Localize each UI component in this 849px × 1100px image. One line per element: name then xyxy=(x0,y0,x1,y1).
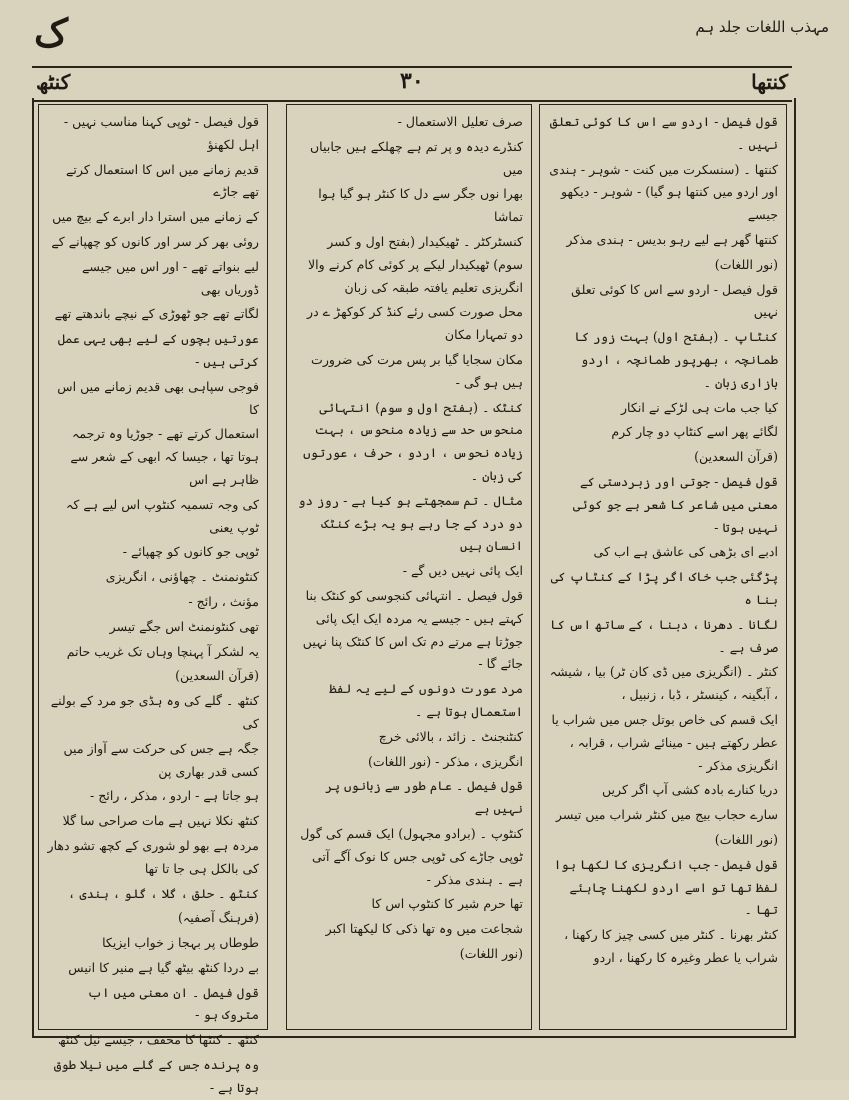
column-right xyxy=(539,104,787,1030)
entry-line: وہ پرندہ جس کے گلے میں نیلا طوق ہوتا ہے - xyxy=(53,1057,259,1095)
entry-line: ٹوپی جو کانوں کو چھپائے - xyxy=(122,544,259,560)
entry-line: قول فیصل - اردو سے اس کا کوئی تعلق نہیں ۔ xyxy=(549,114,778,152)
entry-line: (فرہنگ آصفیہ) xyxy=(178,910,259,926)
entry-line: تھا حرم شیر کا کنٹوپ اس کا xyxy=(371,896,523,912)
entry-line: دریا کنارے بادہ کشی آپ اگر کریں xyxy=(601,782,778,798)
entry-line: استعمال کرتے تھے - جوڑیا وہ ترجمہ ہوتا تھا ، جیسا کہ ابھی کے شعر سے ظاہر ہے اس xyxy=(70,426,259,487)
entry-line: (نور اللغات) xyxy=(714,256,778,272)
entry-line: جگہ ہے جس کی حرکت سے آواز میں کسی قدر بھاری پن xyxy=(63,740,259,779)
entry-line: قول فیصل ۔ انتہائی کنجوسی کو کنٹک بنا کہتے ہیں - جیسے یہ مردہ ایک ایک پائی جوڑتا ہے مرتے دم تک اس کا کنٹک پنا نہیں جائے گا - xyxy=(302,587,523,672)
entry-line: کنٹنجنٹ ۔ زائد ، بالائی خرچ xyxy=(378,728,523,744)
entry-line: لگاتے تھے جو ٹھوڑی کے نیچے باندھتے تھے xyxy=(54,306,259,322)
entry-line: مکان سجایا گیا بر پس مرت کی ضرورت ہیں ہو گی - xyxy=(310,351,523,390)
entry-line: کے زمانے میں استرا دار ابرے کے بیچ میں xyxy=(52,209,259,225)
entry-line: لیے بنواتے تھے - اور اس میں جیسے ڈوریاں بھی xyxy=(81,258,259,297)
entry-line: طوطاں پر بہجا ز خواب ایزیکا xyxy=(102,935,259,951)
entry-line: قول فیصل ۔ ان معنی میں اب متروک ہو - xyxy=(87,984,259,1023)
header-right-word: کنتھا xyxy=(751,70,788,94)
page-number: ۳۰ xyxy=(400,68,424,94)
entry-line: محل صورت کسی رئے کنڈ کر کوکھڑ ے در دو تمہارا مکان xyxy=(307,304,523,343)
entry-line: فوجی سپاہی بھی قدیم زمانے میں اس کا xyxy=(57,378,259,417)
entry-line: کنڈرے دیدہ و پر تم ہے چھلکے ہیں جابیاں میں xyxy=(309,138,523,177)
entry-line: ایک قسم کی خاص بوتل جس میں شراب یا عطر رکھتے ہیں - مینائے شراب ، قرابہ ، انگریزی مذکر - xyxy=(551,711,778,773)
entry-line: کنٹاپ ۔ (بفتح اول) بہت زور کا طمانچہ ، بھرپور طمانچہ ، اردو بازاری زبان ۔ xyxy=(574,329,778,390)
entry-line: قول فیصل - اردو سے اس کا کوئی تعلق نہیں xyxy=(571,281,778,320)
header-left-word: کنٹھ xyxy=(36,70,71,94)
entry-line: کی وجہ تسمیہ کنٹوپ اس لیے ہے کہ ٹوپ یعنی xyxy=(66,496,259,535)
entry-line: یہ لشکر آ پہنچا وہاں تک غریب حاتم xyxy=(66,643,259,659)
entry-line: بھرا نوں جگر سے دل کا کنٹر ہو گیا ہوا تماشا xyxy=(318,186,523,225)
entry-line: انگریزی ، مذکر - (نور اللغات) xyxy=(367,753,523,769)
entry-line: ادبے ای بڑھی کی عاشق ہے اب کی xyxy=(593,544,778,560)
entry-line: مرد عورت دونوں کے لیے یہ لفظ استعمال ہوتا ہے ۔ xyxy=(329,681,523,719)
entry-line: عورتیں بچوں کے لیے بھی یہی عمل کرتی ہیں - xyxy=(57,331,259,369)
entry-line: سارے حجاب بیج میں کنٹر شراب میں تیسر xyxy=(555,807,778,823)
entry-line: ایک پائی نہیں دیں گے - xyxy=(402,563,523,579)
page-header-band xyxy=(32,66,792,102)
entry-line: کنٹوپ ۔ (برادو مجہول) ایک قسم کی گول ٹوپی جاڑے کی ٹوپی جس کا نوک آگے آتی ہے ۔ ہندی مذکر - xyxy=(300,825,523,887)
entry-line: کنٹھ ۔ کنٹھا کا مخفف ، جیسے نیل کنٹھ xyxy=(58,1032,259,1048)
entry-line: لگانا ۔ دھرنا ، دبنا ، کے ساتھ اس کا صرف ہے ۔ xyxy=(550,616,778,655)
entry-line: شجاعت میں وہ تھا ذکی کا لیکھتا اکبر xyxy=(325,921,523,937)
entry-line: کیا جب مات ہی لڑکے نے انکار xyxy=(620,399,778,415)
entry-line: کنٹک ۔ (بفتح اول و سوم) انتہائی منحوس حد سے زیادہ منحوس ، بہت زیادہ نحوس ، اردو ، حرف ، عورتوں کی زبان ۔ xyxy=(303,399,523,483)
entry-line: قول فیصل ۔ عام طور سے زبانوں پر نہیں ہے xyxy=(325,778,523,817)
entry-line: کنٹونمنٹ ۔ چھاؤنی ، انگریزی xyxy=(105,569,259,585)
entry-line: روئی بھر کر سر اور کانوں کو چھپانے کے xyxy=(51,233,259,249)
entry-line: پڑگئی جب خاک اگر پڑا کے کنٹاپ کی بنا ہ xyxy=(550,569,778,607)
entry-line: قول فیصل - ٹوپی کہنا مناسب نہیں - اہل لکھنؤ xyxy=(63,114,259,152)
entry-line: مؤنث ، رائج - xyxy=(188,593,259,609)
entry-line: (قرآن السعدین) xyxy=(694,449,778,465)
entry-line: مثال ۔ تم سمجھتے ہو کیا ہے - روز دو دو درد کے جا رہے ہو یہ بڑے کنٹک انسان ہیں xyxy=(298,492,523,554)
entry-line: مردہ ہے بھو لو شوری کے کچھ تشو دھار کی بالکل ہی جا تا تھا xyxy=(47,837,259,876)
running-header-title: مہذب اللغات جلد ہم xyxy=(695,18,829,36)
entry-line: صرف تعلیل الاستعمال - xyxy=(397,114,523,129)
column-left xyxy=(38,104,268,1095)
entry-line: کنتھا ۔ (سنسکرت میں کنت - شوہر - ہندی اور اردو میں کنتھا ہو گیا) - شوہر - دیکھو جیسے xyxy=(549,161,778,223)
entry-line: (قرآن السعدین) xyxy=(175,668,259,684)
entry-line: تھی کنٹونمنٹ اس جگے تیسر xyxy=(109,618,259,634)
entry-line: قول فیصل - جوتی اور زبردستی کے معنی میں شاعر کا شعر ہے جو کوئی نہیں ہوتا - xyxy=(572,473,778,535)
entry-line: کنٹھ ۔ حلق ، گلا ، گلو ، ہندی ، xyxy=(68,885,259,901)
column-middle xyxy=(286,104,532,1030)
entry-line: قول فیصل - جب انگریزی کا لکھا ہوا لفظ تھا تو اسے اردو لکھنا چاہئے تھا ۔ xyxy=(553,856,778,918)
entry-line: بے دردا کنٹھ بیٹھ گیا ہے منیر کا انیس xyxy=(68,959,259,975)
entry-line: قدیم زمانے میں اس کا استعمال کرتے تھے جاڑے xyxy=(66,161,259,200)
entry-line: کنٹر بھرنا ۔ کنٹر میں کسی چیز کا رکھنا ، شراب یا عطر وغیرہ کا رکھنا ، اردو xyxy=(564,927,778,965)
entry-line: کنٹر ۔ (انگریزی میں ڈی کان ٹر) بیا ، شیشہ ، آبگینہ ، کینسٹر ، ڈبا ، زنبیل ، xyxy=(549,664,778,703)
entry-line: کنٹھ ۔ گلے کی وہ ہڈی جو مرد کے بولنے کی xyxy=(50,693,259,731)
corner-letter: ک xyxy=(34,10,69,55)
entry-line: (نور اللغات) xyxy=(714,831,778,847)
entry-line: کنٹھ نکلا نہیں ہے مات صراحی سا گلا xyxy=(62,813,259,829)
entry-line: (نور اللغات) xyxy=(459,945,523,961)
entry-line: لگائے پھر اسے کنٹاپ دو چار کرم xyxy=(611,424,778,440)
entry-line: کنسٹرکٹر ۔ ٹھیکیدار (بفتح اول و کسر سوم) ٹھیکیدار لیکے پر کوئی کام کرنے والا انگریزی تعلیم یافتہ طبقہ کی زبان xyxy=(308,233,523,295)
entry-line: کنتھا گھر ہے لیے رہو بدیس - ہندی مذکر xyxy=(566,231,778,247)
entry-line: ہو جاتا ہے - اردو ، مذکر ، رائج - xyxy=(89,788,259,804)
